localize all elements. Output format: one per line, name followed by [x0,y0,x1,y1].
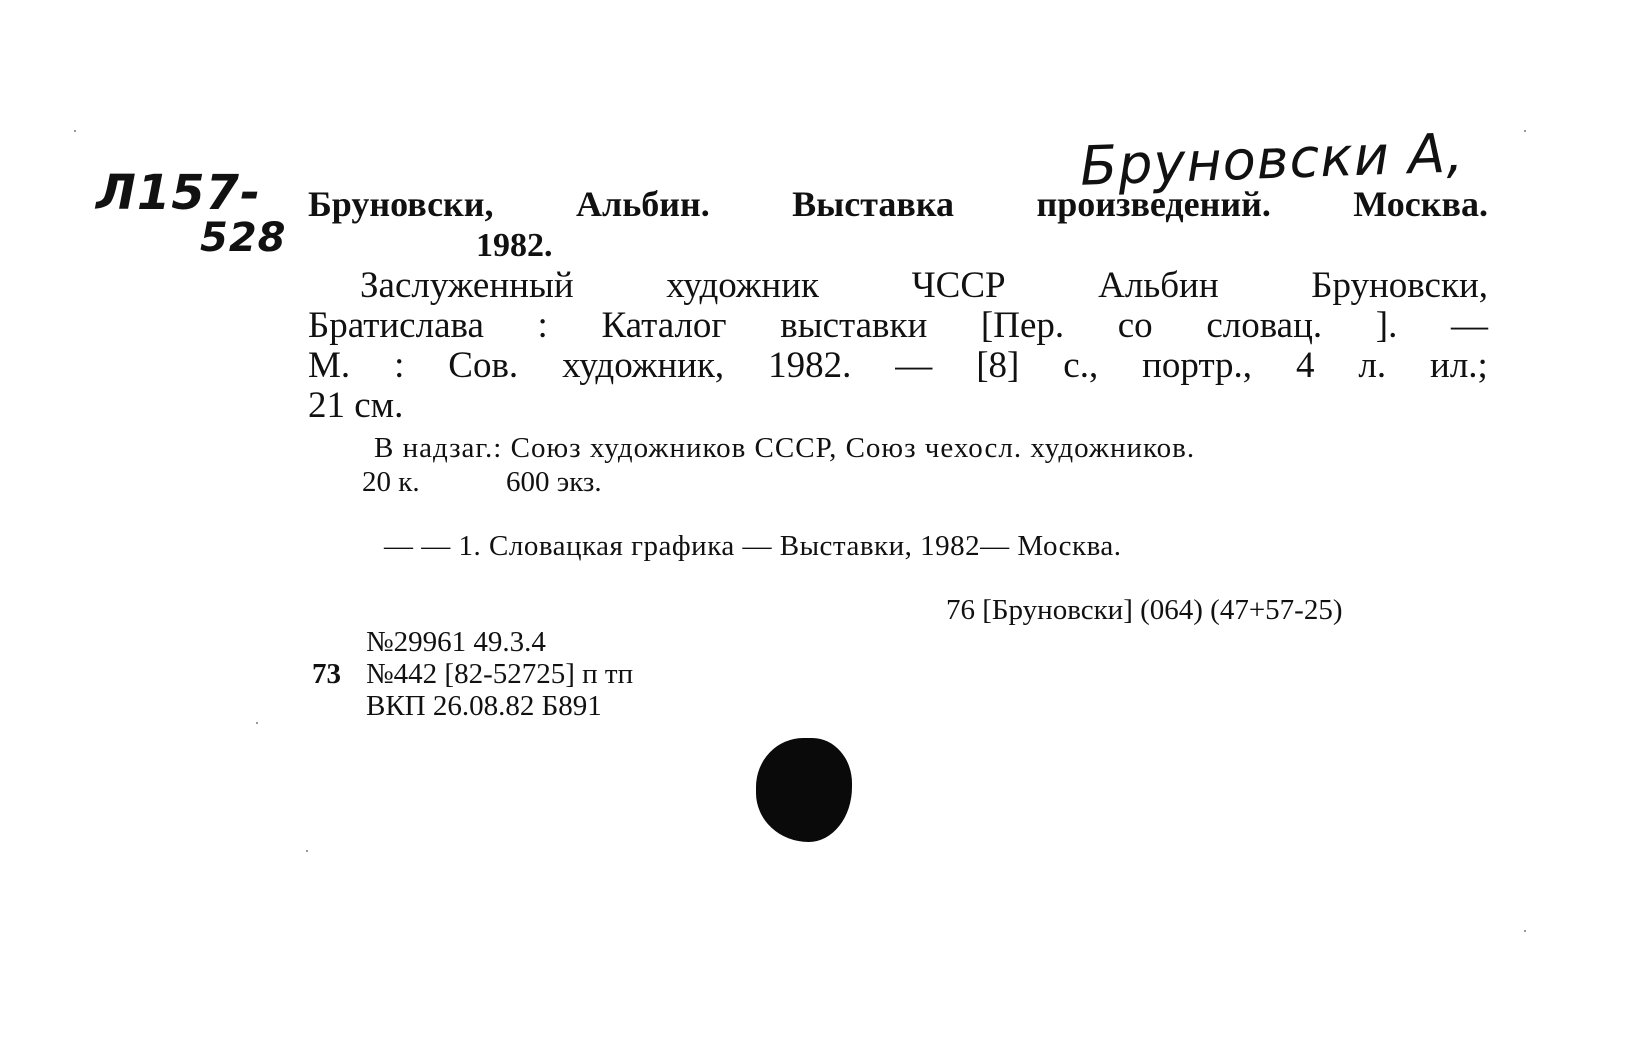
description-word: 4 [1295,345,1315,386]
description-word: — [1450,305,1488,346]
description-word: Альбин [1098,265,1219,306]
speck [256,722,258,724]
description-line-1 [360,266,1488,306]
description-line-2 [308,306,1488,346]
heading-city: Москва. [1353,184,1488,224]
description-word: л. [1358,345,1387,386]
description-word: художник, [562,345,725,386]
description-word: с., [1063,345,1099,386]
heading-year: 1982. [476,227,553,264]
heading-word-exhibition: Выставка [792,184,955,224]
record-line-3: ВКП 26.08.82 Б891 [366,690,602,722]
note-supertitle: В надзаг.: Союз художников СССР, Союз чехосл. художников. [374,432,1196,464]
description-word: М. [308,345,351,386]
description-word: — [895,345,933,386]
description-word: : [537,305,548,346]
handwritten-shelf-code: Л157- [96,165,261,221]
speck [306,850,308,852]
speck [74,130,76,132]
handwritten-author-name: Бруновски А, [1079,121,1466,198]
record-line-1: №29961 49.3.4 [366,626,546,658]
classification-index: 76 [Бруновски] (064) (47+57-25) [946,594,1343,626]
heading-word-works: произведений. [1036,184,1271,224]
description-word: Сов. [448,345,519,386]
description-line-3 [308,346,1488,386]
speck [1524,130,1526,132]
handwritten-shelf-code-number: 528 [200,215,287,261]
description-word: со [1117,305,1153,346]
description-word: Бруновски, [1311,265,1488,306]
record-number-prefix: 73 [312,658,341,690]
description-word: 1982. [768,345,852,386]
heading-author-first-name: Альбин. [576,184,710,224]
description-word: художник [666,265,820,306]
description-word: словац. [1206,305,1323,346]
description-word: портр., [1142,345,1253,386]
subject-heading: — — 1. Словацкая графика — Выставки, 1982— Москва. [384,530,1122,562]
card-heading [308,183,1488,225]
record-line-2: №442 [82-52725] п тп [366,658,634,690]
description-word: : [394,345,405,386]
speck [1524,930,1526,932]
description-word: Каталог [601,305,727,346]
description-word: Заслуженный [360,265,574,306]
note-price: 20 к. [362,466,420,498]
description-word: [Пер. [980,305,1065,346]
description-word: Братислава [308,305,484,346]
ink-blot [756,738,852,842]
description-line-4: 21 см. [308,385,404,426]
note-copies: 600 экз. [506,466,602,498]
description-word: выставки [780,305,928,346]
description-word: ]. [1375,305,1398,346]
description-word: ил.; [1430,345,1488,386]
description-word: ЧССР [911,265,1006,306]
description-word: [8] [976,345,1020,386]
heading-author: Бруновски, [308,184,494,224]
